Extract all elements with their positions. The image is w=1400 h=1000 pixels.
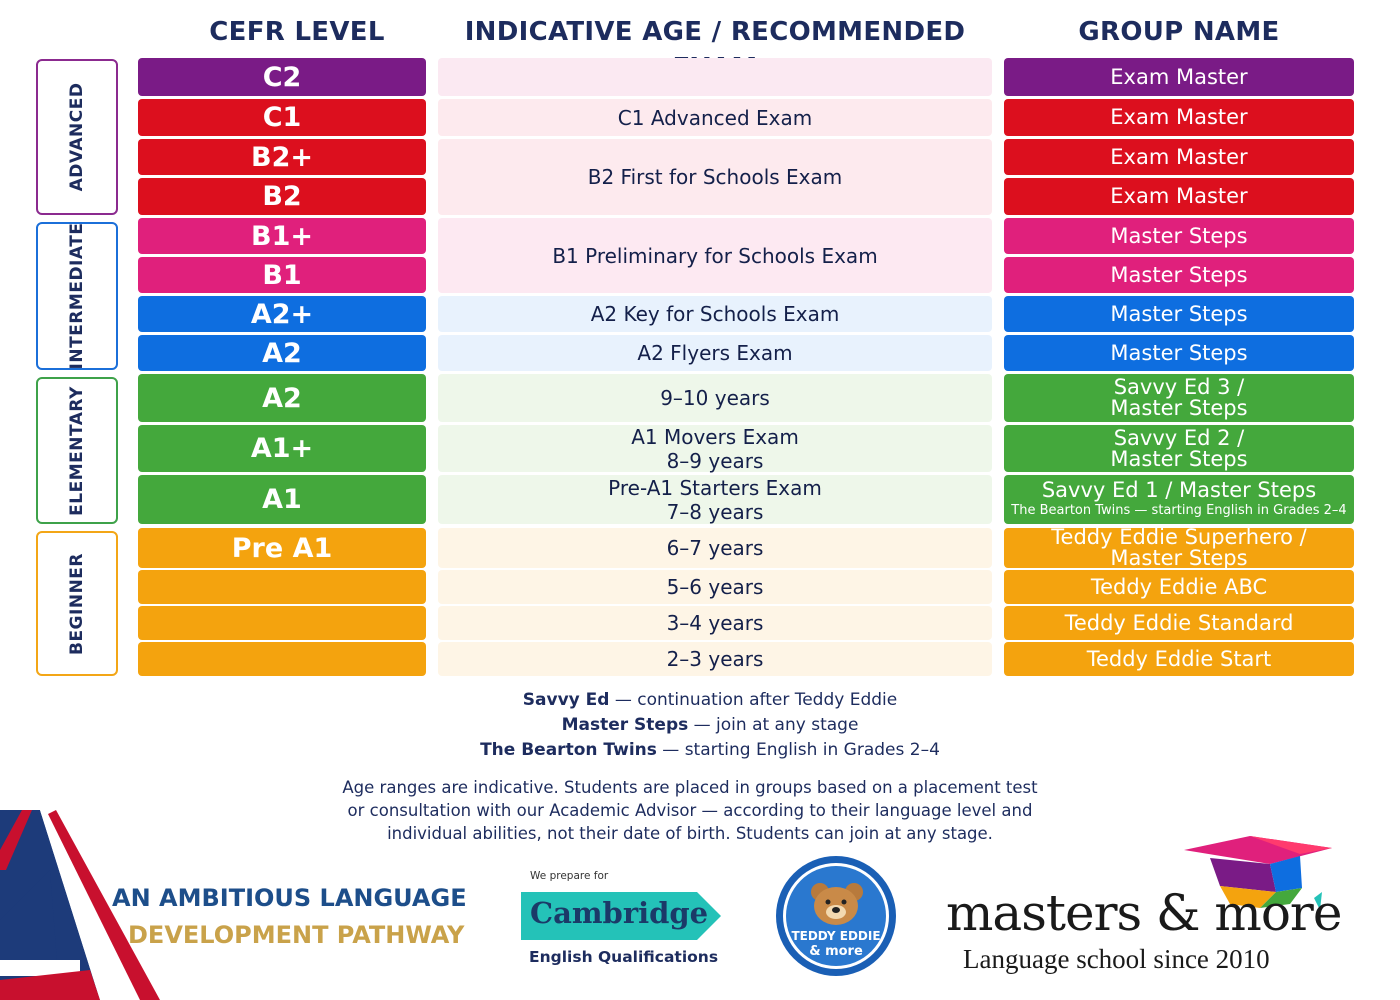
level-b1: B1: [138, 257, 426, 293]
group-label: Exam Master: [1110, 184, 1248, 208]
exam-age-row: [438, 475, 992, 524]
group-row: [1004, 139, 1354, 175]
exam-row: [438, 296, 992, 332]
fine-print-line: individual abilities, not their date of birth. Students can join at any stage.: [387, 824, 993, 843]
tagline-line2: DEVELOPMENT PATHWAY: [128, 921, 465, 949]
fine-print-line: or consultation with our Academic Advisor — according to their language level and: [347, 801, 1033, 820]
cambridge-wordmark: Cambridge: [530, 896, 709, 930]
group-row: [1004, 642, 1354, 676]
note-term: Master Steps: [561, 715, 689, 735]
exam-row: [438, 139, 992, 215]
level-a1: A1: [138, 475, 426, 524]
group-label: Master Steps: [1110, 301, 1248, 326]
group-sublabel: The Bearton Twins — starting English in Grades 2–4: [1011, 503, 1347, 518]
band-intermediate: [36, 222, 118, 370]
group-label: Master Steps: [1110, 223, 1248, 248]
note-savvy-ed: [380, 690, 1040, 710]
level-b1-plus: B1+: [138, 218, 426, 254]
band-elementary: [36, 377, 118, 524]
exam-row: [438, 218, 992, 293]
exam-c2-empty: [438, 58, 992, 96]
age-row: [438, 528, 992, 568]
note-text: — continuation after Teddy Eddie: [609, 690, 898, 710]
exam-row: [438, 335, 992, 371]
age-label: 5–6 years: [666, 575, 764, 599]
age-label: 8–9 years: [666, 448, 764, 473]
level-a2-elementary: A2: [138, 374, 426, 422]
group-row: [1004, 606, 1354, 640]
group-label: Teddy Eddie Standard: [1064, 610, 1294, 635]
tagline-line1: AN AMBITIOUS LANGUAGE: [112, 884, 467, 912]
note-term: The Bearton Twins: [480, 740, 657, 760]
brand-tagline: Language school since 2010: [963, 944, 1270, 974]
age-row: [438, 570, 992, 604]
age-row: [438, 642, 992, 676]
exam-label: C1 Advanced Exam: [617, 105, 813, 130]
group-row: [1004, 475, 1354, 524]
level-blank-1: [138, 570, 426, 604]
group-name-header: GROUP NAME: [1078, 17, 1280, 47]
age-label: 3–4 years: [666, 611, 764, 635]
fine-print: [340, 776, 1040, 845]
group-label: Master Steps: [1110, 446, 1248, 471]
group-label: Master Steps: [1110, 396, 1248, 420]
level-a1-plus: A1+: [138, 425, 426, 472]
level-pre-a1: Pre A1: [138, 528, 426, 568]
group-row: [1004, 218, 1354, 254]
group-row: [1004, 525, 1354, 570]
cambridge-subtitle: English Qualifications: [529, 948, 719, 966]
group-label: Savvy Ed 1 / Master Steps: [1041, 478, 1317, 502]
teddy-eddie-logo: [774, 854, 898, 978]
band-advanced-label: ADVANCED: [67, 82, 87, 192]
level-a2-intermediate: A2: [138, 335, 426, 371]
age-label: 2–3 years: [666, 647, 764, 671]
group-label: Exam Master: [1110, 105, 1248, 129]
group-label: Savvy Ed 3 /: [1113, 375, 1245, 399]
brand-wordmark: masters & more: [946, 884, 1342, 942]
group-label: Master Steps: [1110, 546, 1248, 570]
fine-print-line: Age ranges are indicative. Students are placed in groups based on a placement test: [342, 778, 1038, 797]
exam-label: B2 First for Schools Exam: [587, 165, 843, 189]
group-label: Master Steps: [1110, 262, 1248, 287]
group-row: [1004, 425, 1354, 472]
group-row: [1004, 335, 1354, 371]
age-label: 9–10 years: [660, 386, 770, 410]
band-beginner-label: BEGINNER: [67, 552, 87, 655]
group-row: [1004, 99, 1354, 136]
cambridge-prefix: We prepare for: [530, 870, 609, 882]
age-row: [438, 606, 992, 640]
band-intermediate-label: INTERMEDIATE: [67, 222, 87, 370]
group-row: [1004, 374, 1354, 422]
exam-row: [438, 99, 992, 136]
level-b2: B2: [138, 178, 426, 215]
band-elementary-label: ELEMENTARY: [67, 385, 87, 516]
group-label: Master Steps: [1110, 340, 1248, 365]
age-label: 6–7 years: [666, 536, 764, 560]
exam-label: A1 Movers Exam: [631, 424, 799, 449]
group-label: Teddy Eddie ABC: [1090, 574, 1268, 599]
exam-label: A2 Flyers Exam: [637, 341, 793, 365]
band-beginner: [36, 531, 118, 676]
teddy-logo-text1: TEDDY EDDIE: [791, 929, 881, 943]
group-row: [1004, 296, 1354, 332]
group-label: Teddy Eddie Superhero /: [1051, 525, 1307, 549]
group-row: [1004, 178, 1354, 215]
level-blank-2: [138, 606, 426, 640]
note-master-steps: [380, 715, 1040, 735]
note-bearton-twins: [380, 740, 1040, 760]
age-exam-header: INDICATIVE AGE / RECOMMENDED: [464, 17, 966, 47]
group-label: Exam Master: [1110, 64, 1248, 89]
cefr-level-header: CEFR LEVEL: [209, 17, 385, 47]
age-row: [438, 374, 992, 422]
group-row: [1004, 570, 1354, 604]
exam-age-row: [438, 425, 992, 472]
exam-label: A2 Key for Schools Exam: [590, 302, 840, 326]
teddy-logo-text2: & more: [809, 944, 863, 959]
note-term: Savvy Ed: [522, 690, 610, 710]
level-b2-plus: B2+: [138, 139, 426, 175]
note-text: — starting English in Grades 2–4: [656, 740, 940, 760]
exam-label: B1 Preliminary for Schools Exam: [552, 243, 878, 268]
level-c2: C2: [138, 58, 426, 96]
group-row: [1004, 58, 1354, 96]
band-advanced: [36, 59, 118, 215]
level-a2-plus: A2+: [138, 296, 426, 332]
group-label: Savvy Ed 2 /: [1113, 425, 1245, 450]
age-label: 7–8 years: [666, 499, 764, 524]
group-label: Teddy Eddie Start: [1086, 646, 1272, 671]
level-blank-3: [138, 642, 426, 676]
level-c1: C1: [138, 99, 426, 136]
group-row: [1004, 257, 1354, 293]
exam-label: Pre-A1 Starters Exam: [608, 475, 822, 500]
note-text: — join at any stage: [688, 715, 859, 735]
group-label: Exam Master: [1110, 144, 1248, 169]
